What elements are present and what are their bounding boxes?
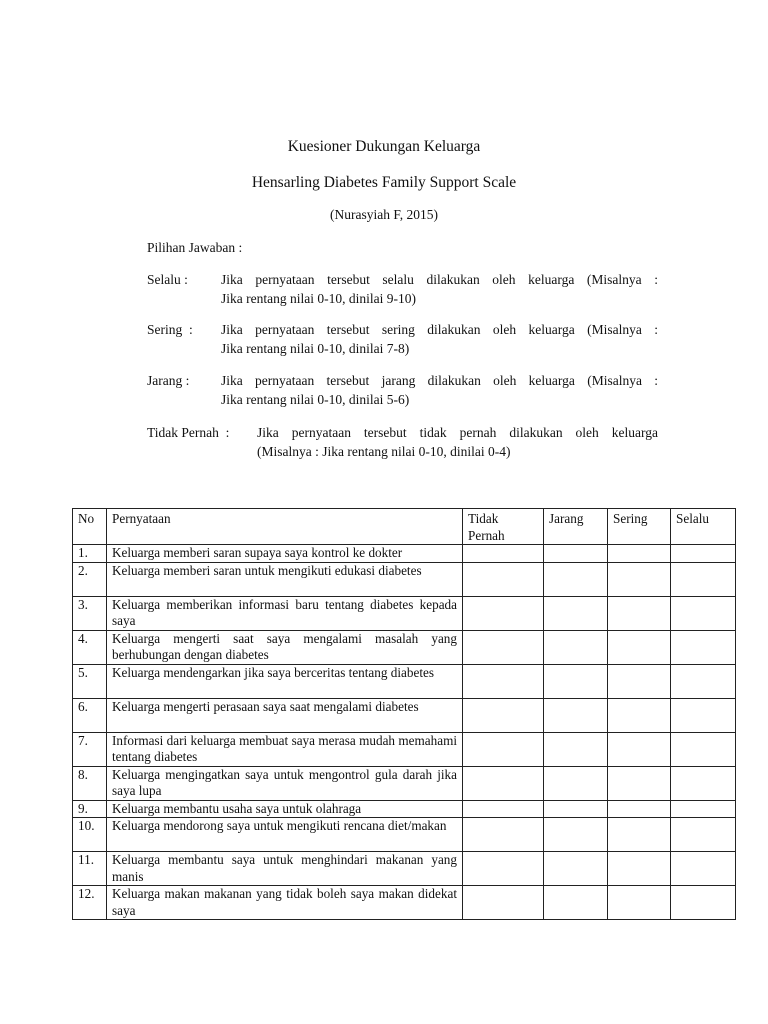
answer-cell-never[interactable]: [463, 766, 544, 800]
answer-cell-never[interactable]: [463, 630, 544, 664]
answer-cell-rarely[interactable]: [544, 596, 608, 630]
table-row: [73, 766, 736, 800]
option-desc-selalu: [221, 270, 658, 308]
option-label-sering: Sering :: [147, 322, 193, 337]
answer-cell-always[interactable]: [671, 886, 736, 920]
row-statement: Keluarga membantu saya untuk menghindari makanan yang manis: [107, 852, 463, 886]
answer-cell-often[interactable]: [608, 698, 671, 732]
answer-cell-rarely[interactable]: [544, 545, 608, 563]
answer-cell-never[interactable]: [463, 732, 544, 766]
option-desc-line: (Misalnya : Jika rentang nilai 0-10, dinilai 0-4): [257, 444, 511, 459]
option-desc-line: Jika pernyataan tersebut sering dilakukan oleh keluarga (Misalnya :: [221, 322, 658, 337]
answer-cell-rarely[interactable]: [544, 698, 608, 732]
answer-cell-always[interactable]: [671, 596, 736, 630]
answer-cell-always[interactable]: [671, 562, 736, 596]
table-row: [73, 886, 736, 920]
row-number: 10.: [73, 818, 107, 852]
table-row: [73, 698, 736, 732]
answer-cell-never[interactable]: [463, 800, 544, 818]
row-number: 12.: [73, 886, 107, 920]
row-statement: Keluarga mengingatkan saya untuk mengontrol gula darah jika saya lupa: [107, 766, 463, 800]
answer-cell-rarely[interactable]: [544, 886, 608, 920]
document-citation: (Nurasyiah F, 2015): [329, 207, 439, 222]
answer-cell-often[interactable]: [608, 766, 671, 800]
row-statement: Informasi dari keluarga membuat saya merasa mudah memahami tentang diabetes: [107, 732, 463, 766]
option-desc-sering: [221, 320, 658, 358]
answer-cell-rarely[interactable]: [544, 630, 608, 664]
document-title: Kuesioner Dukungan Keluarga: [287, 138, 481, 155]
row-statement: Keluarga mengerti saat saya mengalami masalah yang berhubungan dengan diabetes: [107, 630, 463, 664]
answer-cell-rarely[interactable]: [544, 562, 608, 596]
answer-cell-never[interactable]: [463, 562, 544, 596]
row-statement: Keluarga membantu usaha saya untuk olahraga: [107, 800, 463, 818]
option-desc-line: Jika rentang nilai 0-10, dinilai 5-6): [221, 392, 410, 407]
answer-cell-often[interactable]: [608, 800, 671, 818]
answer-cell-never[interactable]: [463, 886, 544, 920]
row-number: 6.: [73, 698, 107, 732]
table-row: [73, 818, 736, 852]
answer-cell-never[interactable]: [463, 852, 544, 886]
answer-cell-always[interactable]: [671, 800, 736, 818]
option-label-jarang: Jarang :: [147, 373, 190, 388]
row-statement: Keluarga mendorong saya untuk mengikuti rencana diet/makan: [107, 818, 463, 852]
answer-cell-rarely[interactable]: [544, 800, 608, 818]
option-desc-line: Jika rentang nilai 0-10, dinilai 7-8): [221, 341, 410, 356]
answer-cell-rarely[interactable]: [544, 818, 608, 852]
row-number: 5.: [73, 664, 107, 698]
answer-cell-often[interactable]: [608, 630, 671, 664]
answer-cell-always[interactable]: [671, 766, 736, 800]
answer-cell-often[interactable]: [608, 596, 671, 630]
option-desc-line: Jika pernyataan tersebut jarang dilakukan oleh keluarga (Misalnya :: [221, 373, 658, 388]
row-number: 2.: [73, 562, 107, 596]
answer-heading: Pilihan Jawaban :: [147, 240, 243, 255]
answer-cell-never[interactable]: [463, 698, 544, 732]
table-row: [73, 800, 736, 818]
answer-cell-never[interactable]: [463, 664, 544, 698]
row-statement: Keluarga memberi saran supaya saya kontrol ke dokter: [107, 545, 463, 563]
option-desc-line: Jika pernyataan tersebut tidak pernah dilakukan oleh keluarga: [257, 425, 658, 440]
answer-cell-often[interactable]: [608, 545, 671, 563]
table-row: [73, 545, 736, 563]
answer-cell-never[interactable]: [463, 596, 544, 630]
document-subtitle: Hensarling Diabetes Family Support Scale: [251, 174, 517, 191]
answer-cell-never[interactable]: [463, 545, 544, 563]
answer-cell-often[interactable]: [608, 732, 671, 766]
option-desc-tidak-pernah: [257, 423, 658, 461]
table-row: [73, 562, 736, 596]
answer-cell-never[interactable]: [463, 818, 544, 852]
header-often: Sering: [608, 509, 671, 545]
table-row: [73, 630, 736, 664]
row-number: 11.: [73, 852, 107, 886]
row-number: 1.: [73, 545, 107, 563]
row-statement: Keluarga memberikan informasi baru tentang diabetes kepada saya: [107, 596, 463, 630]
answer-cell-often[interactable]: [608, 664, 671, 698]
answer-cell-always[interactable]: [671, 630, 736, 664]
header-never-line1: Tidak: [468, 511, 499, 526]
answer-cell-often[interactable]: [608, 852, 671, 886]
answer-cell-rarely[interactable]: [544, 852, 608, 886]
option-desc-jarang: [221, 371, 658, 409]
answer-cell-often[interactable]: [608, 562, 671, 596]
table-header-row: [73, 509, 736, 545]
answer-cell-rarely[interactable]: [544, 664, 608, 698]
answer-cell-always[interactable]: [671, 698, 736, 732]
option-label-selalu: Selalu :: [147, 272, 188, 287]
table-row: [73, 596, 736, 630]
answer-cell-always[interactable]: [671, 664, 736, 698]
header-never: [463, 509, 544, 545]
row-statement: Keluarga mendengarkan jika saya berceritas tentang diabetes: [107, 664, 463, 698]
option-label-tidak-pernah: Tidak Pernah :: [147, 425, 230, 440]
row-number: 4.: [73, 630, 107, 664]
answer-cell-often[interactable]: [608, 886, 671, 920]
header-rarely: Jarang: [544, 509, 608, 545]
header-never-line2: Pernah: [468, 527, 505, 543]
header-no: No: [73, 509, 107, 545]
row-statement: Keluarga memberi saran untuk mengikuti edukasi diabetes: [107, 562, 463, 596]
table-row: [73, 852, 736, 886]
answer-cell-always[interactable]: [671, 545, 736, 563]
row-statement: Keluarga makan makanan yang tidak boleh saya makan didekat saya: [107, 886, 463, 920]
answer-cell-always[interactable]: [671, 852, 736, 886]
option-desc-line: Jika pernyataan tersebut selalu dilakukan oleh keluarga (Misalnya :: [221, 272, 658, 287]
answer-cell-always[interactable]: [671, 732, 736, 766]
answer-cell-rarely[interactable]: [544, 766, 608, 800]
header-always: Selalu: [671, 509, 736, 545]
questionnaire-table: [72, 508, 736, 920]
answer-cell-rarely[interactable]: [544, 732, 608, 766]
answer-cell-often[interactable]: [608, 818, 671, 852]
header-statement: Pernyataan: [107, 509, 463, 545]
row-number: 7.: [73, 732, 107, 766]
row-number: 8.: [73, 766, 107, 800]
table-row: [73, 732, 736, 766]
table-row: [73, 664, 736, 698]
row-number: 3.: [73, 596, 107, 630]
row-statement: Keluarga mengerti perasaan saya saat mengalami diabetes: [107, 698, 463, 732]
answer-cell-always[interactable]: [671, 818, 736, 852]
row-number: 9.: [73, 800, 107, 818]
option-desc-line: Jika rentang nilai 0-10, dinilai 9-10): [221, 291, 416, 306]
